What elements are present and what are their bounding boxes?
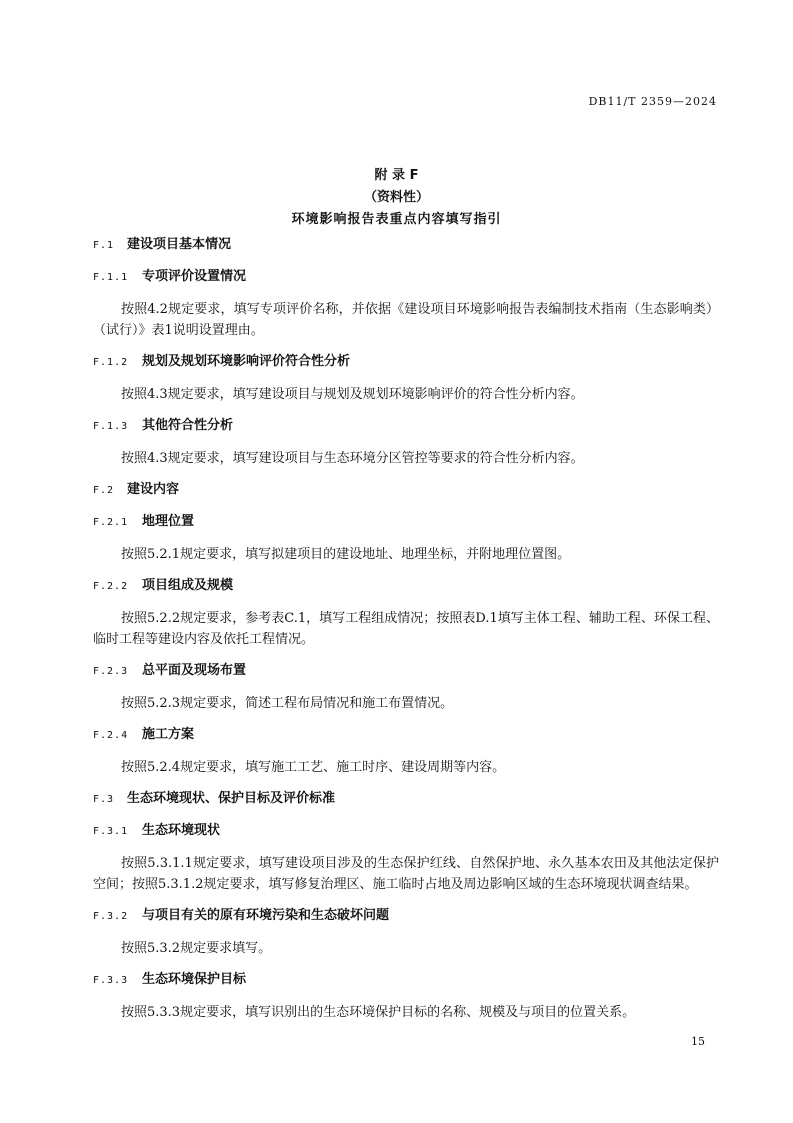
section-number: F.3: [93, 794, 115, 805]
section-title: 规划及规划环境影响评价符合性分析: [142, 354, 351, 369]
paragraph: 按照4.3规定要求，填写建设项目与规划及规划环境影响评价的符合性分析内容。: [121, 387, 584, 402]
page-number: 15: [691, 1035, 705, 1048]
appendix-main-title: 环境影响报告表重点内容填写指引: [291, 212, 502, 227]
section-heading: [93, 352, 719, 373]
section-title: 项目组成及规模: [142, 578, 234, 593]
document-body: [93, 235, 719, 1034]
section-number: F.1.1: [93, 272, 129, 283]
section-number: F.2: [93, 485, 115, 496]
section-heading: [93, 725, 719, 746]
section-title: 建设项目基本情况: [127, 237, 232, 252]
section-title: 建设内容: [127, 482, 180, 497]
paragraph: 按照5.2.1规定要求，填写拟建项目的建设地址、地理坐标，并附地理位置图。: [121, 547, 571, 562]
section-title: 生态环境保护目标: [142, 972, 247, 987]
section-title: 总平面及现场布置: [142, 663, 247, 678]
section-heading: [93, 416, 719, 437]
section-number: F.3.3: [93, 975, 129, 986]
section-number: F.2.3: [93, 666, 129, 677]
section-heading: [93, 970, 719, 991]
section-title: 专项评价设置情况: [142, 269, 247, 284]
paragraph: 按照5.3.3规定要求，填写识别出的生态环境保护目标的名称、规模及与项目的位置关系。: [121, 1005, 636, 1020]
section-title: 生态环境现状、保护目标及评价标准: [127, 791, 336, 806]
section-number: F.2.1: [93, 517, 129, 528]
section-heading: [93, 661, 719, 682]
section-number: F.2.4: [93, 730, 129, 741]
appendix-nature: （资料性）: [363, 190, 429, 205]
paragraph: 按照5.3.2规定要求填写。: [121, 941, 272, 956]
section-heading: [93, 235, 719, 256]
section-number: F.3.1: [93, 826, 129, 837]
section-number: F.3.2: [93, 911, 129, 922]
section-number: F.2.2: [93, 581, 129, 592]
paragraph: 按照5.2.4规定要求，填写施工工艺、施工时序、建设周期等内容。: [121, 760, 506, 775]
document-id: DB11/T 2359—2024: [588, 95, 717, 108]
section-heading: [93, 821, 719, 842]
section-heading: [93, 576, 719, 597]
section-heading: [93, 789, 719, 810]
section-heading: [93, 512, 719, 533]
section-heading: [93, 906, 719, 927]
appendix-title-block: [0, 165, 793, 231]
paragraph: 按照5.2.3规定要求，简述工程布局情况和施工布置情况。: [121, 696, 454, 711]
appendix-label: 附 录 F: [374, 168, 419, 183]
paragraph: 按照5.2.2规定要求，参考表C.1，填写工程组成情况；按照表D.1填写主体工程、辅助工程、环保工程、临时工程等建设内容及依托工程情况。: [93, 611, 719, 647]
section-title: 与项目有关的原有环境污染和生态破坏问题: [142, 908, 390, 923]
section-number: F.1.2: [93, 357, 129, 368]
section-title: 其他符合性分析: [142, 418, 234, 433]
section-heading: [93, 267, 719, 288]
section-number: F.1.3: [93, 421, 129, 432]
section-title: 生态环境现状: [142, 823, 221, 838]
section-number: F.1: [93, 240, 115, 251]
section-heading: [93, 480, 719, 501]
paragraph: 按照4.3规定要求，填写建设项目与生态环境分区管控等要求的符合性分析内容。: [121, 451, 584, 466]
section-title: 地理位置: [142, 514, 195, 529]
paragraph: 按照4.2规定要求，填写专项评价名称，并依据《建设项目环境影响报告表编制技术指南（生态影响类）（试行）》表1说明设置理由。: [93, 302, 719, 338]
section-title: 施工方案: [142, 727, 195, 742]
paragraph: 按照5.3.1.1规定要求，填写建设项目涉及的生态保护红线、自然保护地、永久基本农田及其他法定保护空间；按照5.3.1.2规定要求，填写修复治理区、施工临时占地及周边影响区域的生态环境现状调查结果。: [93, 856, 719, 892]
